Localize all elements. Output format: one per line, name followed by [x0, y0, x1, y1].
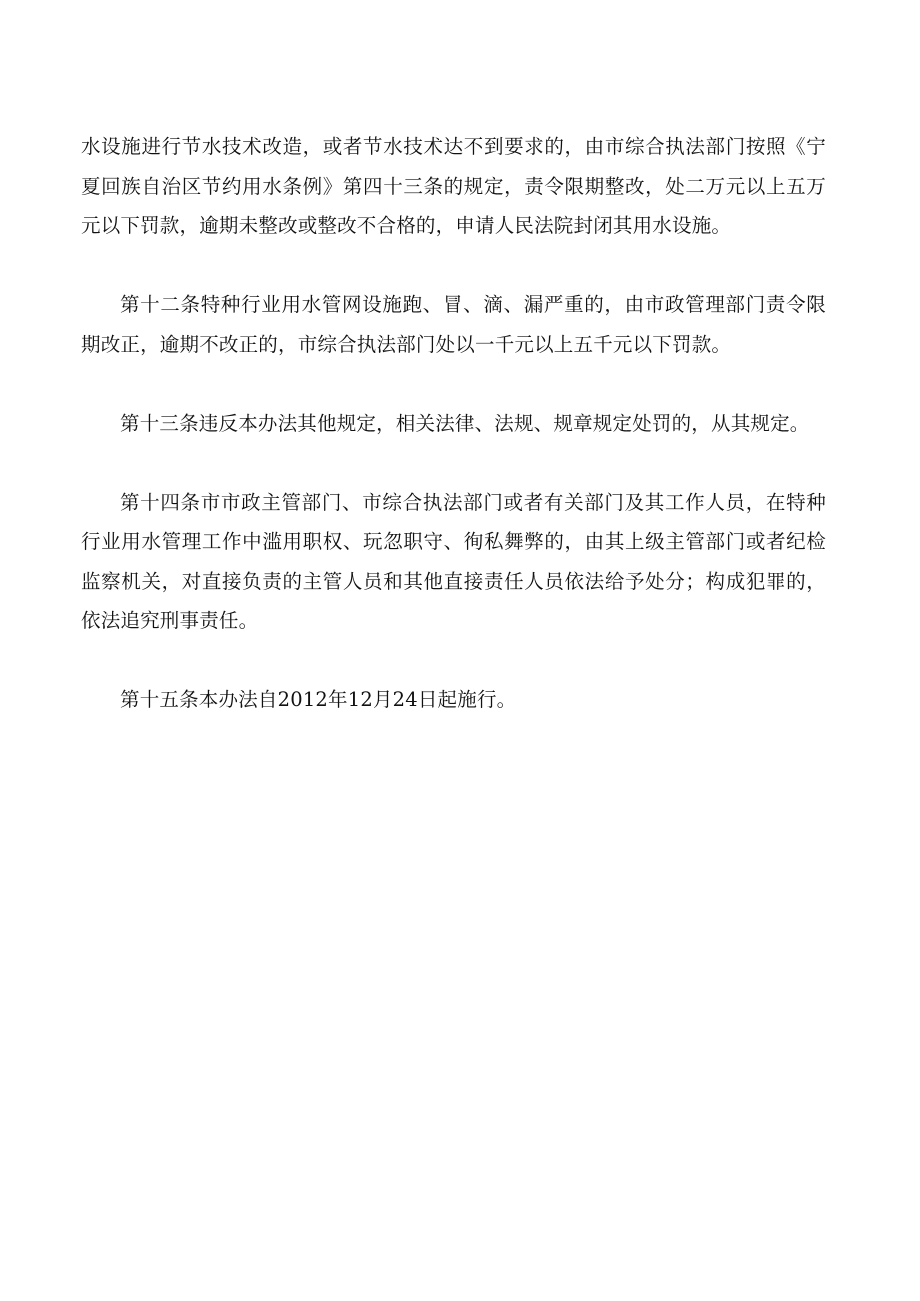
paragraph-article-15: 第十五条本办法自2012年12月24日起施行。	[120, 688, 517, 711]
paragraph-article-14: 第十四条市市政主管部门、市综合执法部门或者有关部门及其工作人员，在特种行业用水管理工作中滥用职权、玩忽职守、徇私舞弊的，由其上级主管部门或者纪检监察机关，对直接负责的主管人员和其他直接责任人员依法给予处分；构成犯罪的，依法追究刑事责任。	[81, 490, 826, 632]
paragraph-article-12: 第十二条特种行业用水管网设施跑、冒、滴、漏严重的，由市政管理部门责令限期改正，逾期不改正的，市综合执法部门处以一千元以上五千元以下罚款。	[81, 293, 826, 356]
document-body	[81, 127, 826, 720]
paragraph-article-13: 第十三条违反本办法其他规定，相关法律、法规、规章规定处罚的，从其规定。	[120, 411, 810, 435]
paragraph-continuation-article-11: 水设施进行节水技术改造，或者节水技术达不到要求的，由市综合执法部门按照《宁夏回族自治区节约用水条例》第四十三条的规定，责令限期整改，处二万元以上五万元以下罚款，逾期未整改或整改不合格的，申请人民法院封闭其用水设施。	[81, 135, 826, 237]
